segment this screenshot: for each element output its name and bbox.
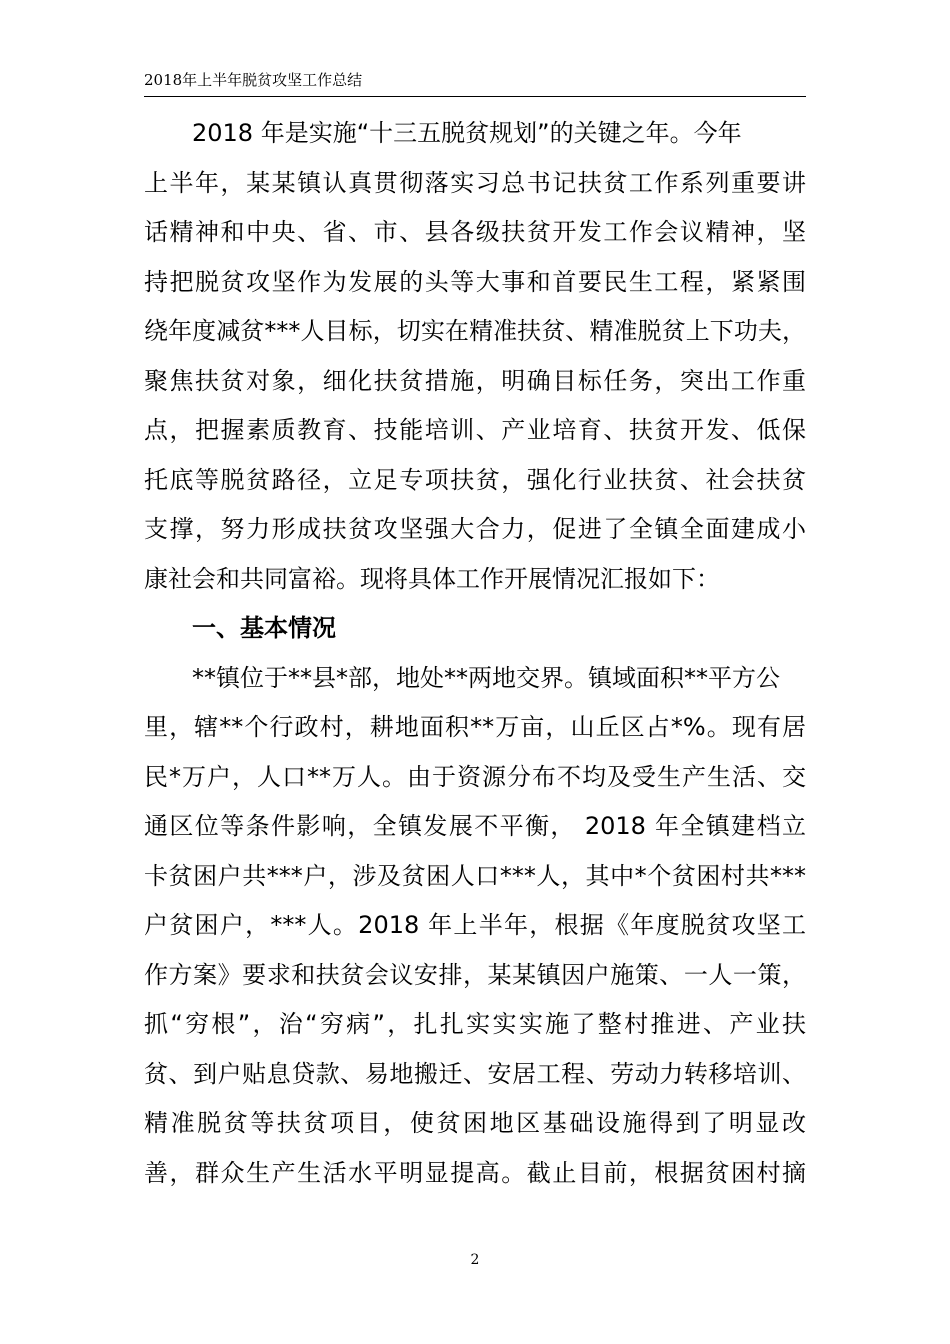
paragraph-line: 善，群众生产生活水平明显提高。截止目前，根据贫困村摘 [144, 1158, 806, 1187]
paragraph-line: 点，把握素质教育、技能培训、产业培育、扶贫开发、低保 [144, 416, 806, 444]
paragraph-line: 卡贫困户共***户，涉及贫困人口***人，其中*个贫困村共*** [144, 861, 806, 890]
paragraph-line: 作方案》要求和扶贫会议安排，某某镇因户施策、一人一策， [144, 960, 806, 989]
paragraph-line: 贫、到户贴息贷款、易地搬迁、安居工程、劳动力转移培训、 [144, 1059, 806, 1088]
paragraph-line: 托底等脱贫路径，立足专项扶贫，强化行业扶贫、社会扶贫 [144, 465, 806, 494]
paragraph-line: 上半年，某某镇认真贯彻落实习总书记扶贫工作系列重要讲 [144, 168, 806, 197]
paragraph-line: 通区位等条件影响，全镇发展不平衡， 2018 年全镇建档立 [144, 812, 806, 840]
paragraph-line: 户贫困户，***人。2018 年上半年，根据《年度脱贫攻坚工 [144, 911, 806, 939]
paragraph-line: 里，辖**个行政村，耕地面积**万亩，山丘区占*%。现有居 [144, 713, 806, 741]
paragraph-line: 话精神和中央、省、市、县各级扶贫开发工作会议精神，坚 [144, 218, 806, 246]
paragraph-line: 支撑，努力形成扶贫攻坚强大合力，促进了全镇全面建成小 [144, 515, 806, 543]
document-body [144, 109, 806, 1198]
paragraph-line: **镇位于**县*部，地处**两地交界。镇域面积**平方公 [192, 663, 780, 692]
header-rule [144, 96, 806, 97]
paragraph-line: 绕年度减贫***人目标，切实在精准扶贫、精准脱贫上下功夫， [144, 317, 806, 345]
paragraph-line: 民*万户，人口**万人。由于资源分布不均及受生产生活、交 [144, 762, 806, 791]
paragraph-line: 抓“穷根”，治“穷病”，扎扎实实实施了整村推进、产业扶 [144, 1010, 806, 1038]
section-heading: 一、基本情况 [192, 614, 336, 642]
paragraph-line: 2018 年是实施“十三五脱贫规划”的关键之年。今年 [192, 119, 742, 147]
paragraph-line: 精准脱贫等扶贫项目，使贫困地区基础设施得到了明显改 [144, 1109, 806, 1137]
page-number: 2 [470, 1252, 480, 1268]
running-header: 2018年上半年脱贫攻坚工作总结 [144, 71, 363, 89]
paragraph-line: 聚焦扶贫对象，细化扶贫措施，明确目标任务，突出工作重 [144, 366, 806, 395]
paragraph-line: 持把脱贫攻坚作为发展的头等大事和首要民生工程，紧紧围 [144, 267, 806, 296]
paragraph-line: 康社会和共同富裕。现将具体工作开展情况汇报如下： [144, 564, 720, 593]
